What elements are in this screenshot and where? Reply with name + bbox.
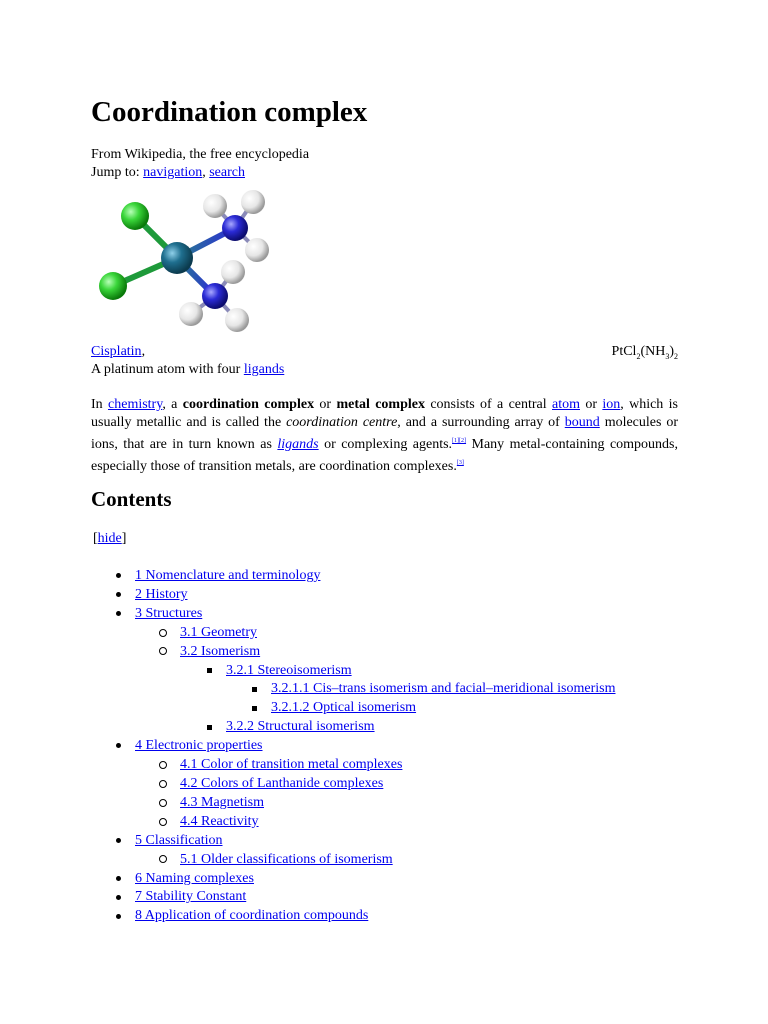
toc-link[interactable]: 4 Electronic properties bbox=[135, 738, 263, 754]
toc-item bbox=[112, 775, 616, 794]
bullet-disc-icon bbox=[116, 838, 121, 843]
toc-item bbox=[112, 756, 616, 775]
toc-item bbox=[112, 699, 616, 718]
toc-link[interactable]: 3 Structures bbox=[135, 605, 203, 621]
toc-link[interactable]: 4.3 Magnetism bbox=[180, 794, 264, 810]
figure-caption: Cisplatin, $PtCl_2(NH_3)_2$ bbox=[91, 343, 678, 360]
ion-link[interactable]: ion bbox=[602, 397, 621, 412]
toc-link[interactable]: 3.2 Isomerism bbox=[180, 643, 261, 659]
bullet-circle-icon bbox=[159, 647, 167, 655]
ligands-link[interactable]: ligands bbox=[277, 437, 319, 452]
term-coordination-complex: coordination complex bbox=[182, 397, 315, 412]
contents-heading: Contents bbox=[91, 487, 172, 511]
bullet-disc-icon bbox=[116, 895, 121, 900]
jump-to-label: Jump to: bbox=[91, 165, 140, 180]
toc-item bbox=[112, 605, 616, 624]
toc-item bbox=[112, 851, 616, 870]
bullet-square-icon bbox=[207, 668, 212, 673]
bullet-disc-icon bbox=[116, 743, 121, 748]
toc-item bbox=[112, 813, 616, 832]
toc-item bbox=[112, 794, 616, 813]
cisplatin-molecule-image[interactable] bbox=[91, 188, 281, 338]
bullet-circle-icon bbox=[159, 780, 167, 788]
toc-item bbox=[112, 832, 616, 851]
toc-item bbox=[112, 680, 616, 699]
toc-link[interactable]: 4.1 Color of transition metal complexes bbox=[180, 757, 403, 773]
toc-link[interactable]: 3.2.2 Structural isomerism bbox=[226, 719, 375, 735]
ligands-caption-link[interactable]: ligands bbox=[243, 362, 285, 377]
bound-link[interactable]: bound bbox=[564, 415, 600, 430]
bullet-disc-icon bbox=[116, 611, 121, 616]
cisplatin-formula: $PtCl_2(NH_3)_2$ bbox=[611, 344, 678, 361]
bullet-square-icon bbox=[252, 706, 257, 711]
chemistry-link[interactable]: chemistry bbox=[108, 397, 163, 412]
toc-link[interactable]: 3.1 Geometry bbox=[180, 624, 257, 640]
toc-item bbox=[112, 737, 616, 756]
toc-link[interactable]: 6 Naming complexes bbox=[135, 870, 254, 886]
jump-search-link[interactable]: search bbox=[209, 165, 245, 180]
bullet-circle-icon bbox=[159, 629, 167, 637]
toc-item bbox=[112, 907, 616, 926]
toc-item bbox=[112, 662, 616, 681]
page-title: Coordination complex bbox=[91, 96, 368, 128]
toc-item bbox=[112, 624, 616, 643]
toc-link[interactable]: 3.2.1.2 Optical isomerism bbox=[271, 700, 417, 716]
bullet-square-icon bbox=[207, 725, 212, 730]
toc-link[interactable]: 4.2 Colors of Lanthanide complexes bbox=[180, 775, 384, 791]
toc-item bbox=[112, 888, 616, 907]
reference-link-3[interactable]: [3] bbox=[456, 460, 464, 466]
toc-link[interactable]: 3.2.1 Stereoisomerism bbox=[226, 662, 352, 678]
toc-item bbox=[112, 718, 616, 737]
jump-navigation-link[interactable]: navigation bbox=[143, 165, 203, 180]
bullet-circle-icon bbox=[159, 855, 167, 863]
bullet-circle-icon bbox=[159, 818, 167, 826]
term-coordination-centre: coordination centre bbox=[286, 415, 398, 430]
toc-link[interactable]: 8 Application of coordination compounds bbox=[135, 908, 369, 924]
toc-item bbox=[112, 643, 616, 662]
bullet-disc-icon bbox=[116, 876, 121, 881]
toc-link[interactable]: 5 Classification bbox=[135, 832, 223, 848]
toc-link[interactable]: 2 History bbox=[135, 586, 188, 602]
bullet-disc-icon bbox=[116, 914, 121, 919]
toc-hide-link[interactable]: hide bbox=[97, 531, 122, 546]
bullet-circle-icon bbox=[159, 761, 167, 769]
atom-link[interactable]: atom bbox=[552, 397, 580, 412]
term-metal-complex: metal complex bbox=[336, 397, 425, 412]
table-of-contents bbox=[112, 567, 616, 926]
toc-item bbox=[112, 567, 616, 586]
toc-link[interactable]: 3.2.1.1 Cis–trans isomerism and facial–meridional isomerism bbox=[271, 681, 616, 697]
figure-description: A platinum atom with four ligands bbox=[91, 362, 285, 377]
toc-link[interactable]: 5.1 Older classifications of isomerism bbox=[180, 851, 393, 867]
toc-link[interactable]: 4.4 Reactivity bbox=[180, 813, 259, 829]
toc-toggle: [hide] bbox=[93, 531, 127, 546]
toc-link[interactable]: 1 Nomenclature and terminology bbox=[135, 568, 321, 583]
reference-link-1-2[interactable]: [1][2] bbox=[452, 438, 467, 444]
bullet-square-icon bbox=[252, 687, 257, 692]
jump-to: Jump to: navigation, search bbox=[91, 165, 245, 180]
toc-item bbox=[112, 870, 616, 889]
tagline: From Wikipedia, the free encyclopedia bbox=[91, 147, 310, 162]
bullet-disc-icon bbox=[116, 573, 121, 578]
cisplatin-link[interactable]: Cisplatin bbox=[91, 344, 142, 359]
intro-paragraph: In chemistry, a coordination complex or metal complex consists of a central atom or ion, which is usually metallic and is called the coordination centre, and a surrounding array of bound molecules or ions, that are in turn known as ligands or complexing agents.[1][2] Many metal-containing compounds, especially those of transition metals, are coordination complexes.[3] bbox=[91, 397, 679, 474]
bullet-disc-icon bbox=[116, 592, 121, 597]
toc-link[interactable]: 7 Stability Constant bbox=[135, 889, 247, 905]
toc-item bbox=[112, 586, 616, 605]
bullet-circle-icon bbox=[159, 799, 167, 807]
